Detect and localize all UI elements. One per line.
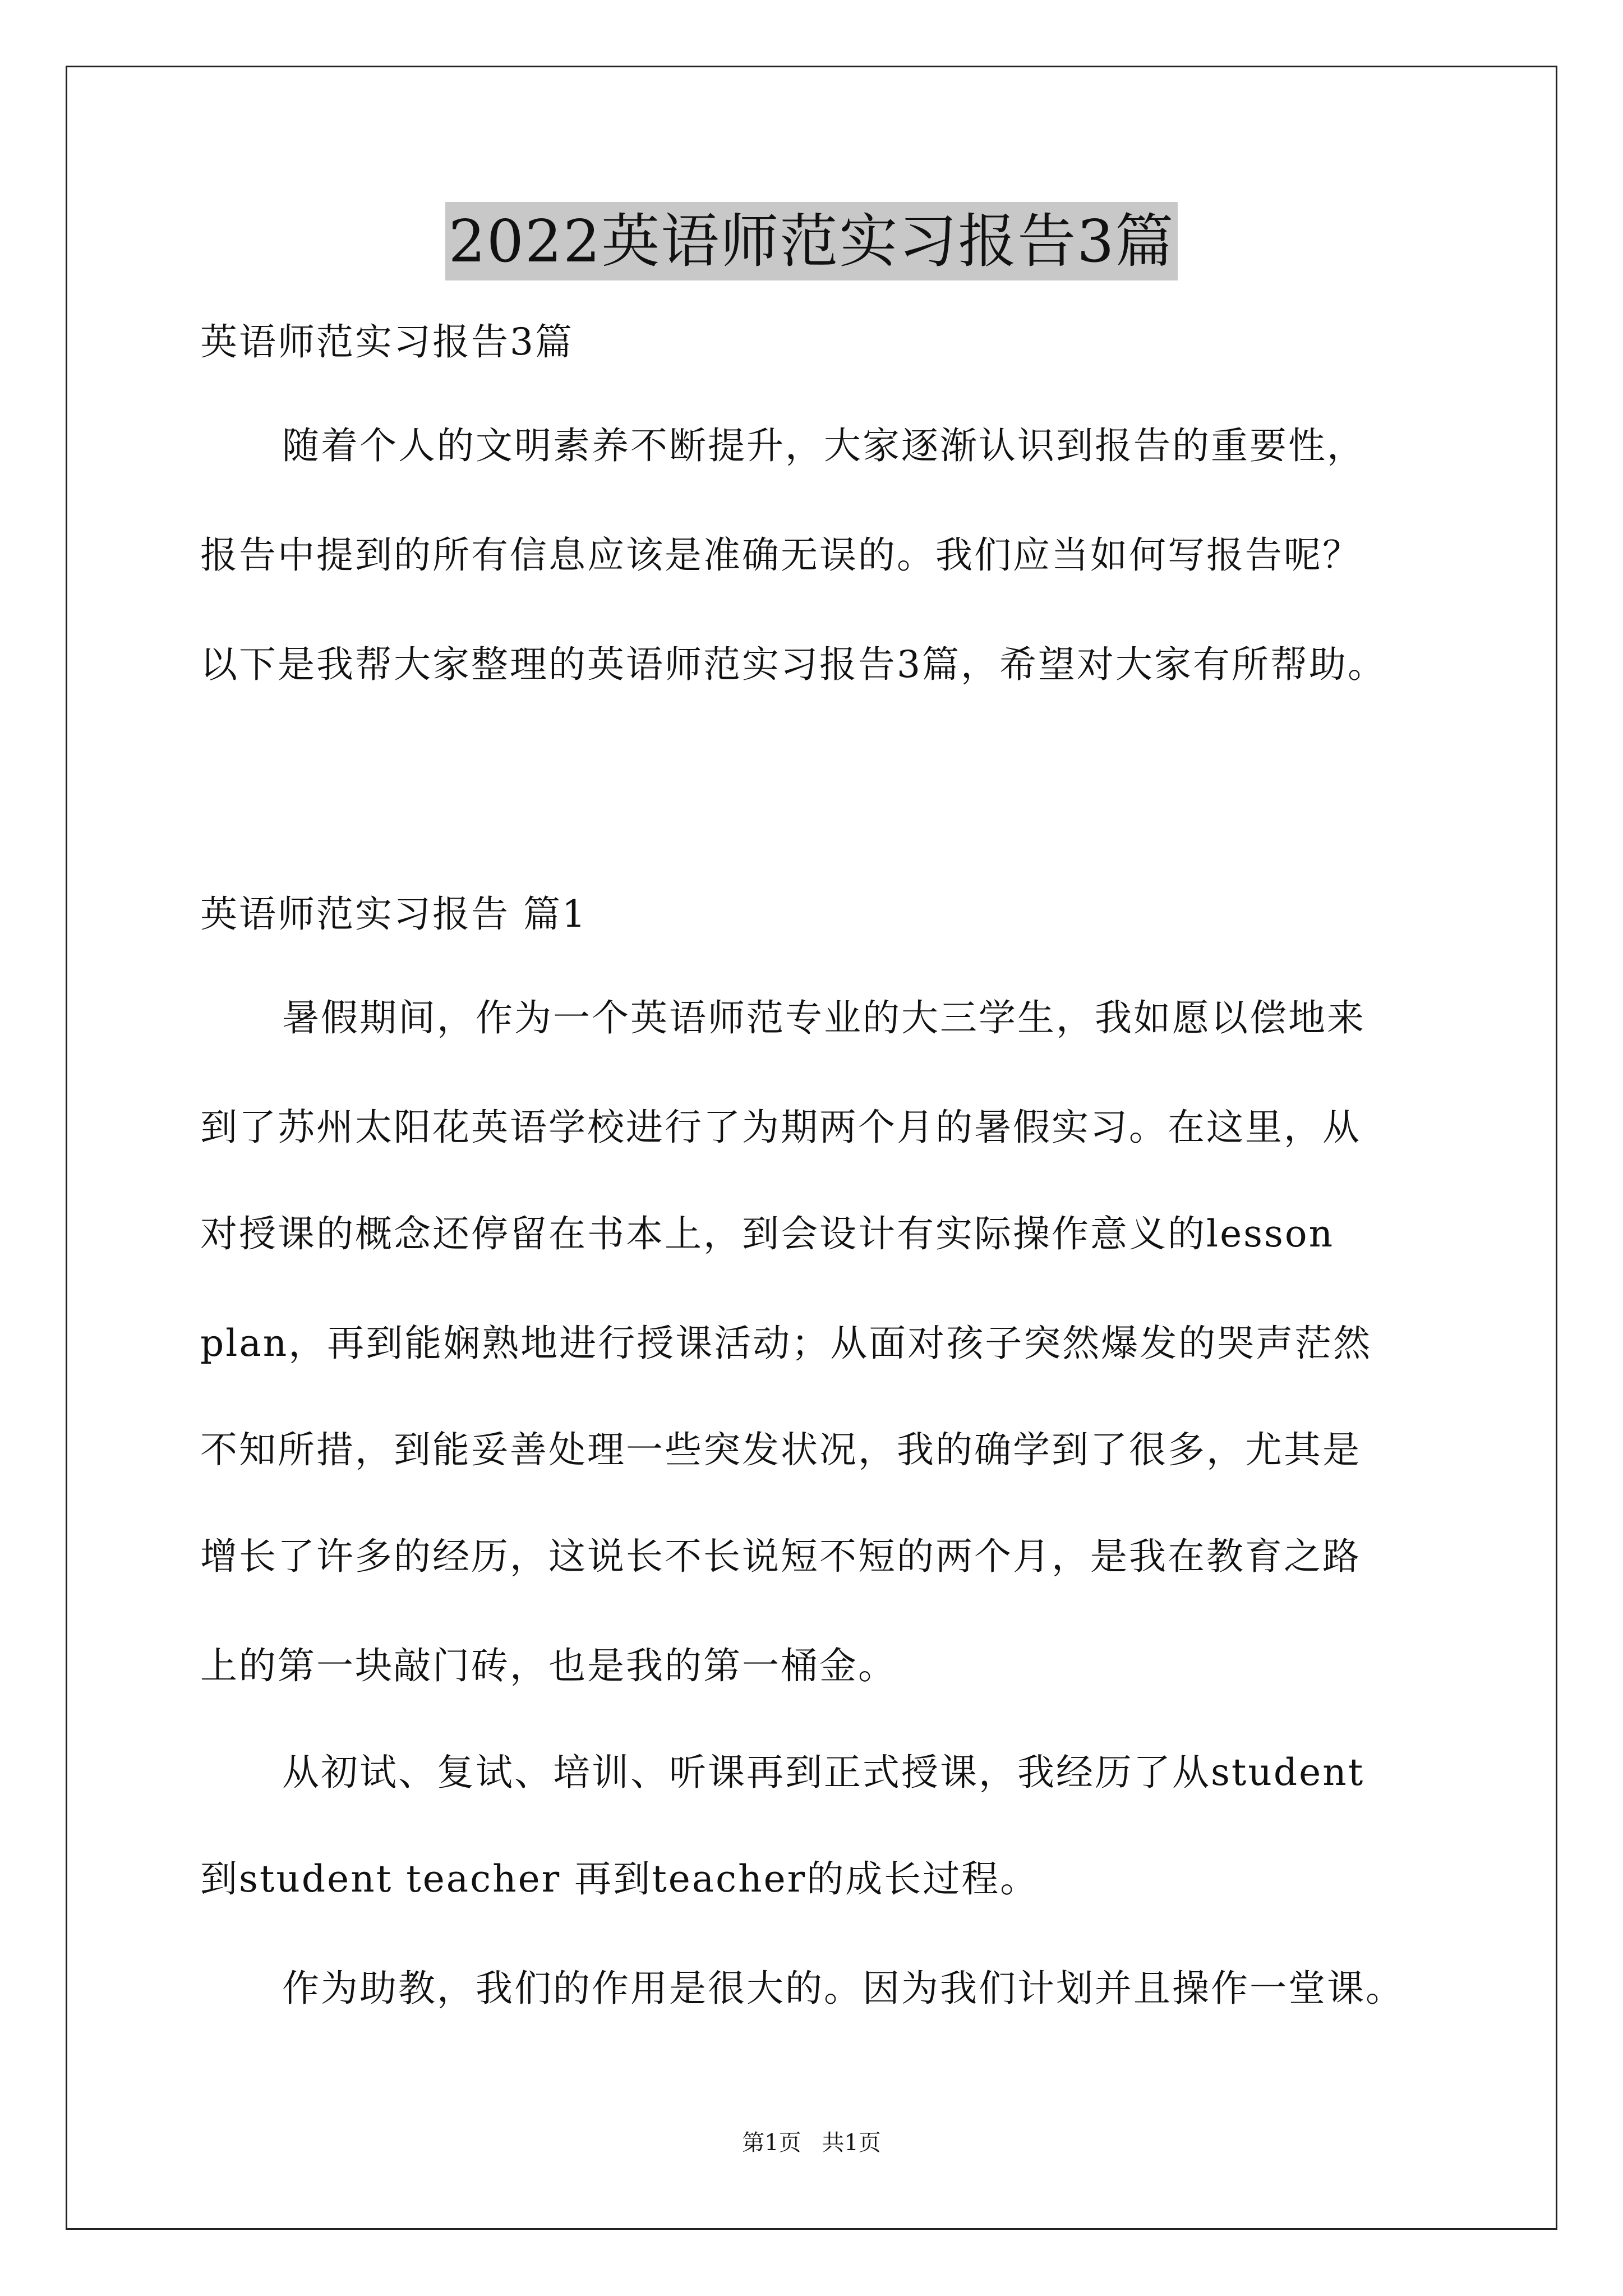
paragraph-line: 到student teacher 再到teacher的成长过程。 [200,1857,1039,1901]
title-container [66,202,1557,280]
page-number: 第1页 [742,2130,801,2156]
page-total: 共1页 [822,2130,881,2156]
paragraph-line: plan，再到能娴熟地进行授课活动；从面对孩子突然爆发的哭声茫然 [200,1322,1372,1365]
paragraph-line: 随着个人的文明素养不断提升，大家逐渐认识到报告的重要性， [282,424,1366,467]
paragraph-line: 以下是我帮大家整理的英语师范实习报告3篇，希望对大家有所帮助。 [200,643,1386,686]
paragraph-line: 上的第一块敲门砖，也是我的第一桶金。 [200,1644,897,1687]
paragraph-line: 报告中提到的所有信息应该是准确无误的。我们应当如何写报告呢？ [200,533,1361,577]
subtitle-line: 英语师范实习报告3篇 [200,320,574,364]
paragraph-line: 从初试、复试、培训、听课再到正式授课，我经历了从student [282,1751,1365,1794]
paragraph-line: 不知所措，到能妥善处理一些突发状况，我的确学到了很多，尤其是 [200,1428,1361,1471]
paragraph-line: 到了苏州太阳花英语学校进行了为期两个月的暑假实习。在这里，从 [200,1106,1361,1149]
paragraph-line: 增长了许多的经历，这说长不长说短不短的两个月，是我在教育之路 [200,1535,1361,1578]
paragraph-line: 作为助教，我们的作用是很大的。因为我们计划并且操作一堂课。 [282,1967,1404,2010]
document-title: 2022英语师范实习报告3篇 [445,202,1178,280]
paragraph-line: 对授课的概念还停留在书本上，到会设计有实际操作意义的lesson [200,1212,1335,1255]
section-heading: 英语师范实习报告 篇1 [200,892,587,936]
paragraph-line: 暑假期间，作为一个英语师范专业的大三学生，我如愿以偿地来 [282,996,1366,1039]
page-footer [66,2129,1557,2157]
